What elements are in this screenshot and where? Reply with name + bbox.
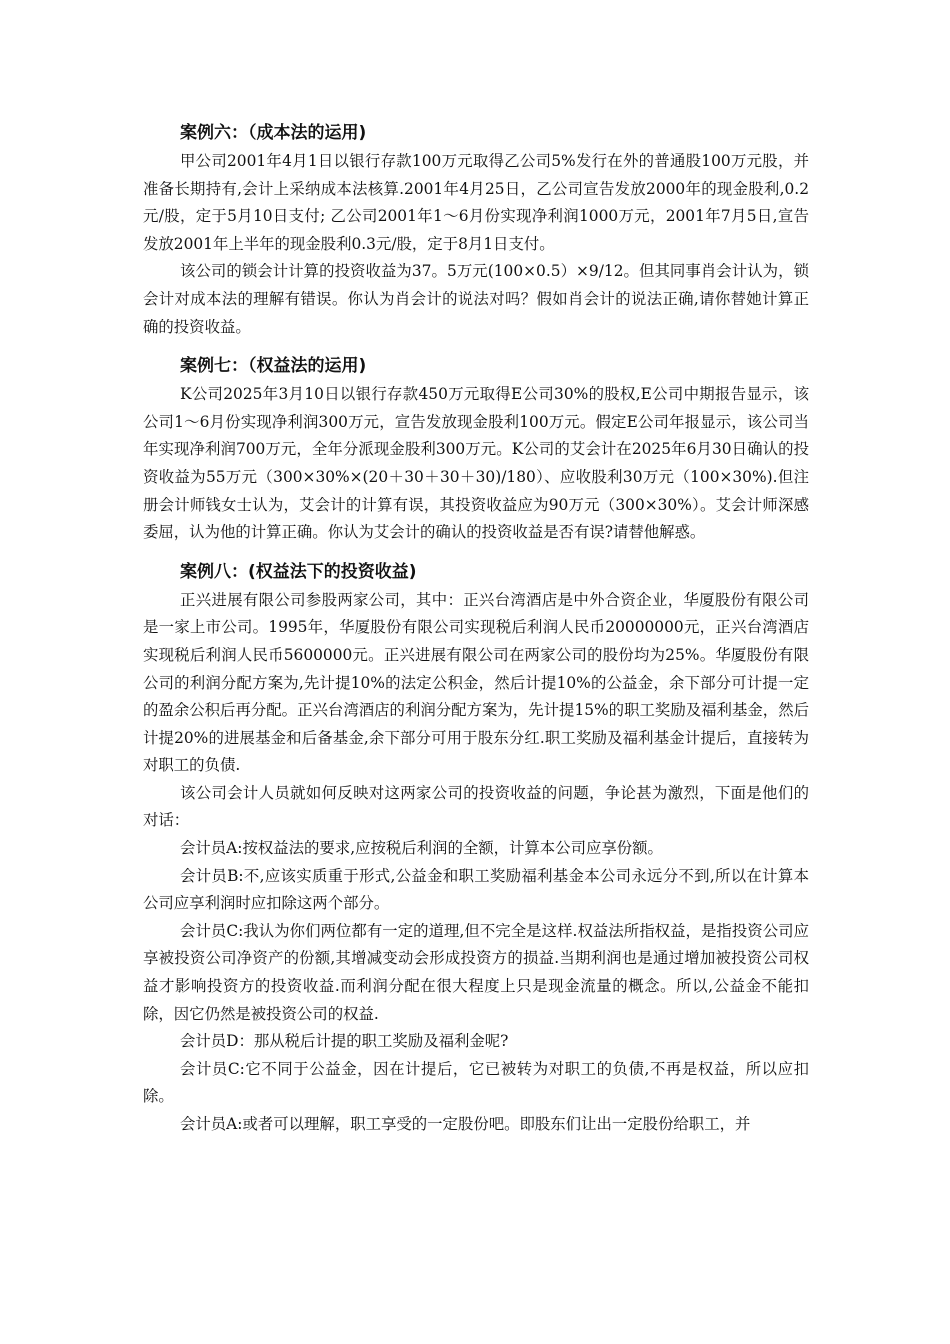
case8-dialogue-c2: 会计员C:它不同于公益金，因在计提后，它已被转为对职工的负债,不再是权益，所以应扣除。 (143, 1059, 809, 1106)
case8-dialogue-a2: 会计员A:或者可以理解，职工享受的一定股份吧。即股东们让出一定股份给职工，并 (180, 1115, 751, 1133)
case6-heading: 案例六：（成本法的运用) (180, 123, 367, 143)
case6-paragraph-1: 甲公司2001年4月1日以银行存款100万元取得乙公司5%发行在外的普通股100万元股，并准备长期持有,会计上采纳成本法核算.2001年4月25日，乙公司宣告发放2000年的现金股利,0.2元/股，定于5月10日支付; 乙公司2001年1～6月份实现净利润1000万元，2001年7月5日,宣告发放2001年上半年的现金股利0.3元/股，定于8月1日支付。 (143, 152, 809, 253)
section-spacer (143, 547, 809, 557)
case8-dialogue-d: 会计员D：那从税后计提的职工奖励及福利金呢? (180, 1032, 509, 1051)
case6-paragraph-2: 该公司的锁会计计算的投资收益为37。5万元(100×0.5）×9/12。但其同事肖会计认为，锁会计对成本法的理解有错误。你认为肖会计的说法对吗？假如肖会计的说法正确,请你替她计算正确的投资收益。 (143, 262, 809, 336)
case8-heading: 案例八：(权益法下的投资收益) (180, 561, 417, 582)
case8-paragraph-1: 正兴进展有限公司参股两家公司，其中：正兴台湾酒店是中外合资企业，华厦股份有限公司是一家上市公司。1995年，华厦股份有限公司实现税后利润人民币20000000元，正兴台湾酒店实现税后利润人民币5600000元。正兴进展有限公司在两家公司的股份均为25%。华厦股份有限公司的利润分配方案为,先计提10%的法定公积金，然后计提10%的公益金，余下部分可计提一定的盈余公积后再分配。正兴台湾酒店的利润分配方案为，先计提15%的职工奖励及福利基金，然后计提20%的进展基金和后备基金,余下部分可用于股东分红.职工奖励及福利基金计提后，直接转为对职工的负债. (143, 590, 809, 775)
document-body (143, 118, 809, 1139)
case8-paragraph-2: 该公司会计人员就如何反映对这两家公司的投资收益的问题，争论甚为激烈，下面是他们的对话： (143, 783, 809, 830)
section-spacer (143, 341, 809, 351)
case7-heading: 案例七：（权益法的运用) (180, 356, 367, 377)
case8-dialogue-a1: 会计员A:按权益法的要求,应按税后利润的全额，计算本公司应享份额。 (180, 839, 663, 858)
case8-dialogue-b: 会计员B:不,应该实质重于形式,公益金和职工奖励福利基金本公司永远分不到,所以在计算本公司应享利润时应扣除这两个部分。 (143, 866, 809, 913)
case7-paragraph-1: K公司2025年3月10日以银行存款450万元取得E公司30%的股权,E公司中期报告显示，该公司1～6月份实现净利润300万元，宣告发放现金股利100万元。假定E公司年报显示，该公司当年实现净利润700万元，全年分派现金股利300万元。K公司的艾会计在2025年6月30日确认的投资收益为55万元（300×30%×(20＋30＋30＋30)/180）、应收股利30万元（100×30%).但注册会计师钱女士认为，艾会计的计算有误，其投资收益应为90万元（300×30%）。艾会计师深感委屈，认为他的计算正确。你认为艾会计的确认的投资收益是否有误?请替他解惑。 (143, 385, 809, 542)
case8-dialogue-c1: 会计员C:我认为你们两位都有一定的道理,但不完全是这样.权益法所指权益，是指投资公司应享被投资公司净资产的份额,其增减变动会形成投资方的损益.当期利润也是通过增加被投资公司权益才影响投资方的投资收益.而利润分配在很大程度上只是现金流量的概念。所以,公益金不能扣除，因它仍然是被投资公司的权益. (143, 921, 809, 1023)
